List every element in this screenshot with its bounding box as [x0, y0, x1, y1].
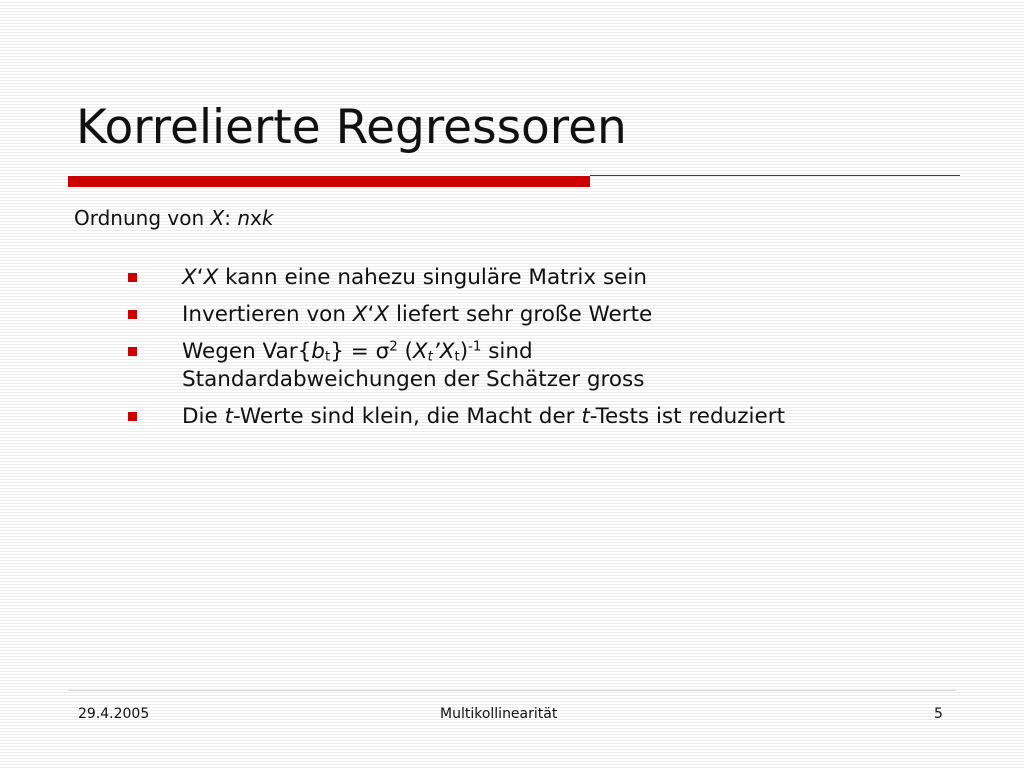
math-sub-t: t: [427, 349, 433, 365]
bullet-item-variance: [128, 336, 988, 396]
math-x: X: [374, 302, 390, 327]
slide-title: Korrelierte Regressoren: [76, 100, 627, 155]
math-equals: } =: [330, 339, 376, 364]
red-square-bullet-icon: [128, 273, 137, 282]
subtitle-prefix: Ordnung von: [74, 206, 211, 230]
math-sub-t: t: [324, 349, 331, 365]
bullet-list: [128, 262, 988, 438]
math-prime: ’: [432, 339, 440, 364]
bullet-text: Invertieren von: [182, 302, 353, 327]
subtitle-var-k: k: [261, 206, 274, 230]
bullet-text-tail: -Tests ist reduziert: [589, 404, 786, 429]
subtitle-var-n: n: [237, 206, 250, 230]
subtitle-order: [74, 206, 273, 230]
math-prime: ‘: [196, 265, 204, 290]
math-b: b: [311, 339, 325, 364]
math-squared: 2: [389, 339, 398, 355]
bullet-text: kann eine nahezu singuläre Matrix sein: [218, 265, 647, 290]
bullet-item-tvalues: [128, 401, 988, 433]
bullet-text: Wegen Var{: [182, 339, 312, 364]
title-underline-thick: [68, 176, 590, 187]
bullet-item-invert: [128, 299, 988, 331]
bullet-text: Die: [182, 404, 225, 429]
footer-topic: Multikollinearität: [440, 706, 558, 722]
math-x: X: [203, 265, 219, 290]
bullet-text-tail: sind: [481, 339, 533, 364]
math-prime: ‘: [367, 302, 375, 327]
math-paren-open: (: [397, 339, 413, 364]
slide-number: 5: [934, 706, 943, 722]
bullet-text-mid: -Werte sind klein, die Macht der: [233, 404, 582, 429]
math-sub-t: t: [454, 349, 460, 365]
math-x: X: [439, 339, 455, 364]
math-x: X: [182, 265, 197, 290]
subtitle-times: x: [250, 206, 262, 230]
math-inverse: -1: [468, 339, 482, 355]
subtitle-colon: :: [224, 206, 238, 230]
math-x: X: [352, 302, 368, 327]
red-square-bullet-icon: [128, 347, 137, 356]
math-t: t: [224, 404, 234, 429]
title-underline-thin: [590, 175, 960, 176]
math-sigma: σ: [375, 339, 390, 364]
bullet-text-tail: liefert sehr große Werte: [389, 302, 653, 327]
red-square-bullet-icon: [128, 412, 137, 421]
math-paren-close: ): [459, 339, 469, 364]
math-t: t: [581, 404, 590, 429]
math-x: X: [412, 339, 428, 364]
bullet-item-singular: [128, 262, 988, 294]
subtitle-var-x: X: [210, 206, 225, 230]
red-square-bullet-icon: [128, 310, 137, 319]
bullet-text-line2: Standardabweichungen der Schätzer gross: [182, 367, 645, 392]
footer-date: 29.4.2005: [78, 706, 150, 722]
footer-divider: [68, 690, 956, 691]
